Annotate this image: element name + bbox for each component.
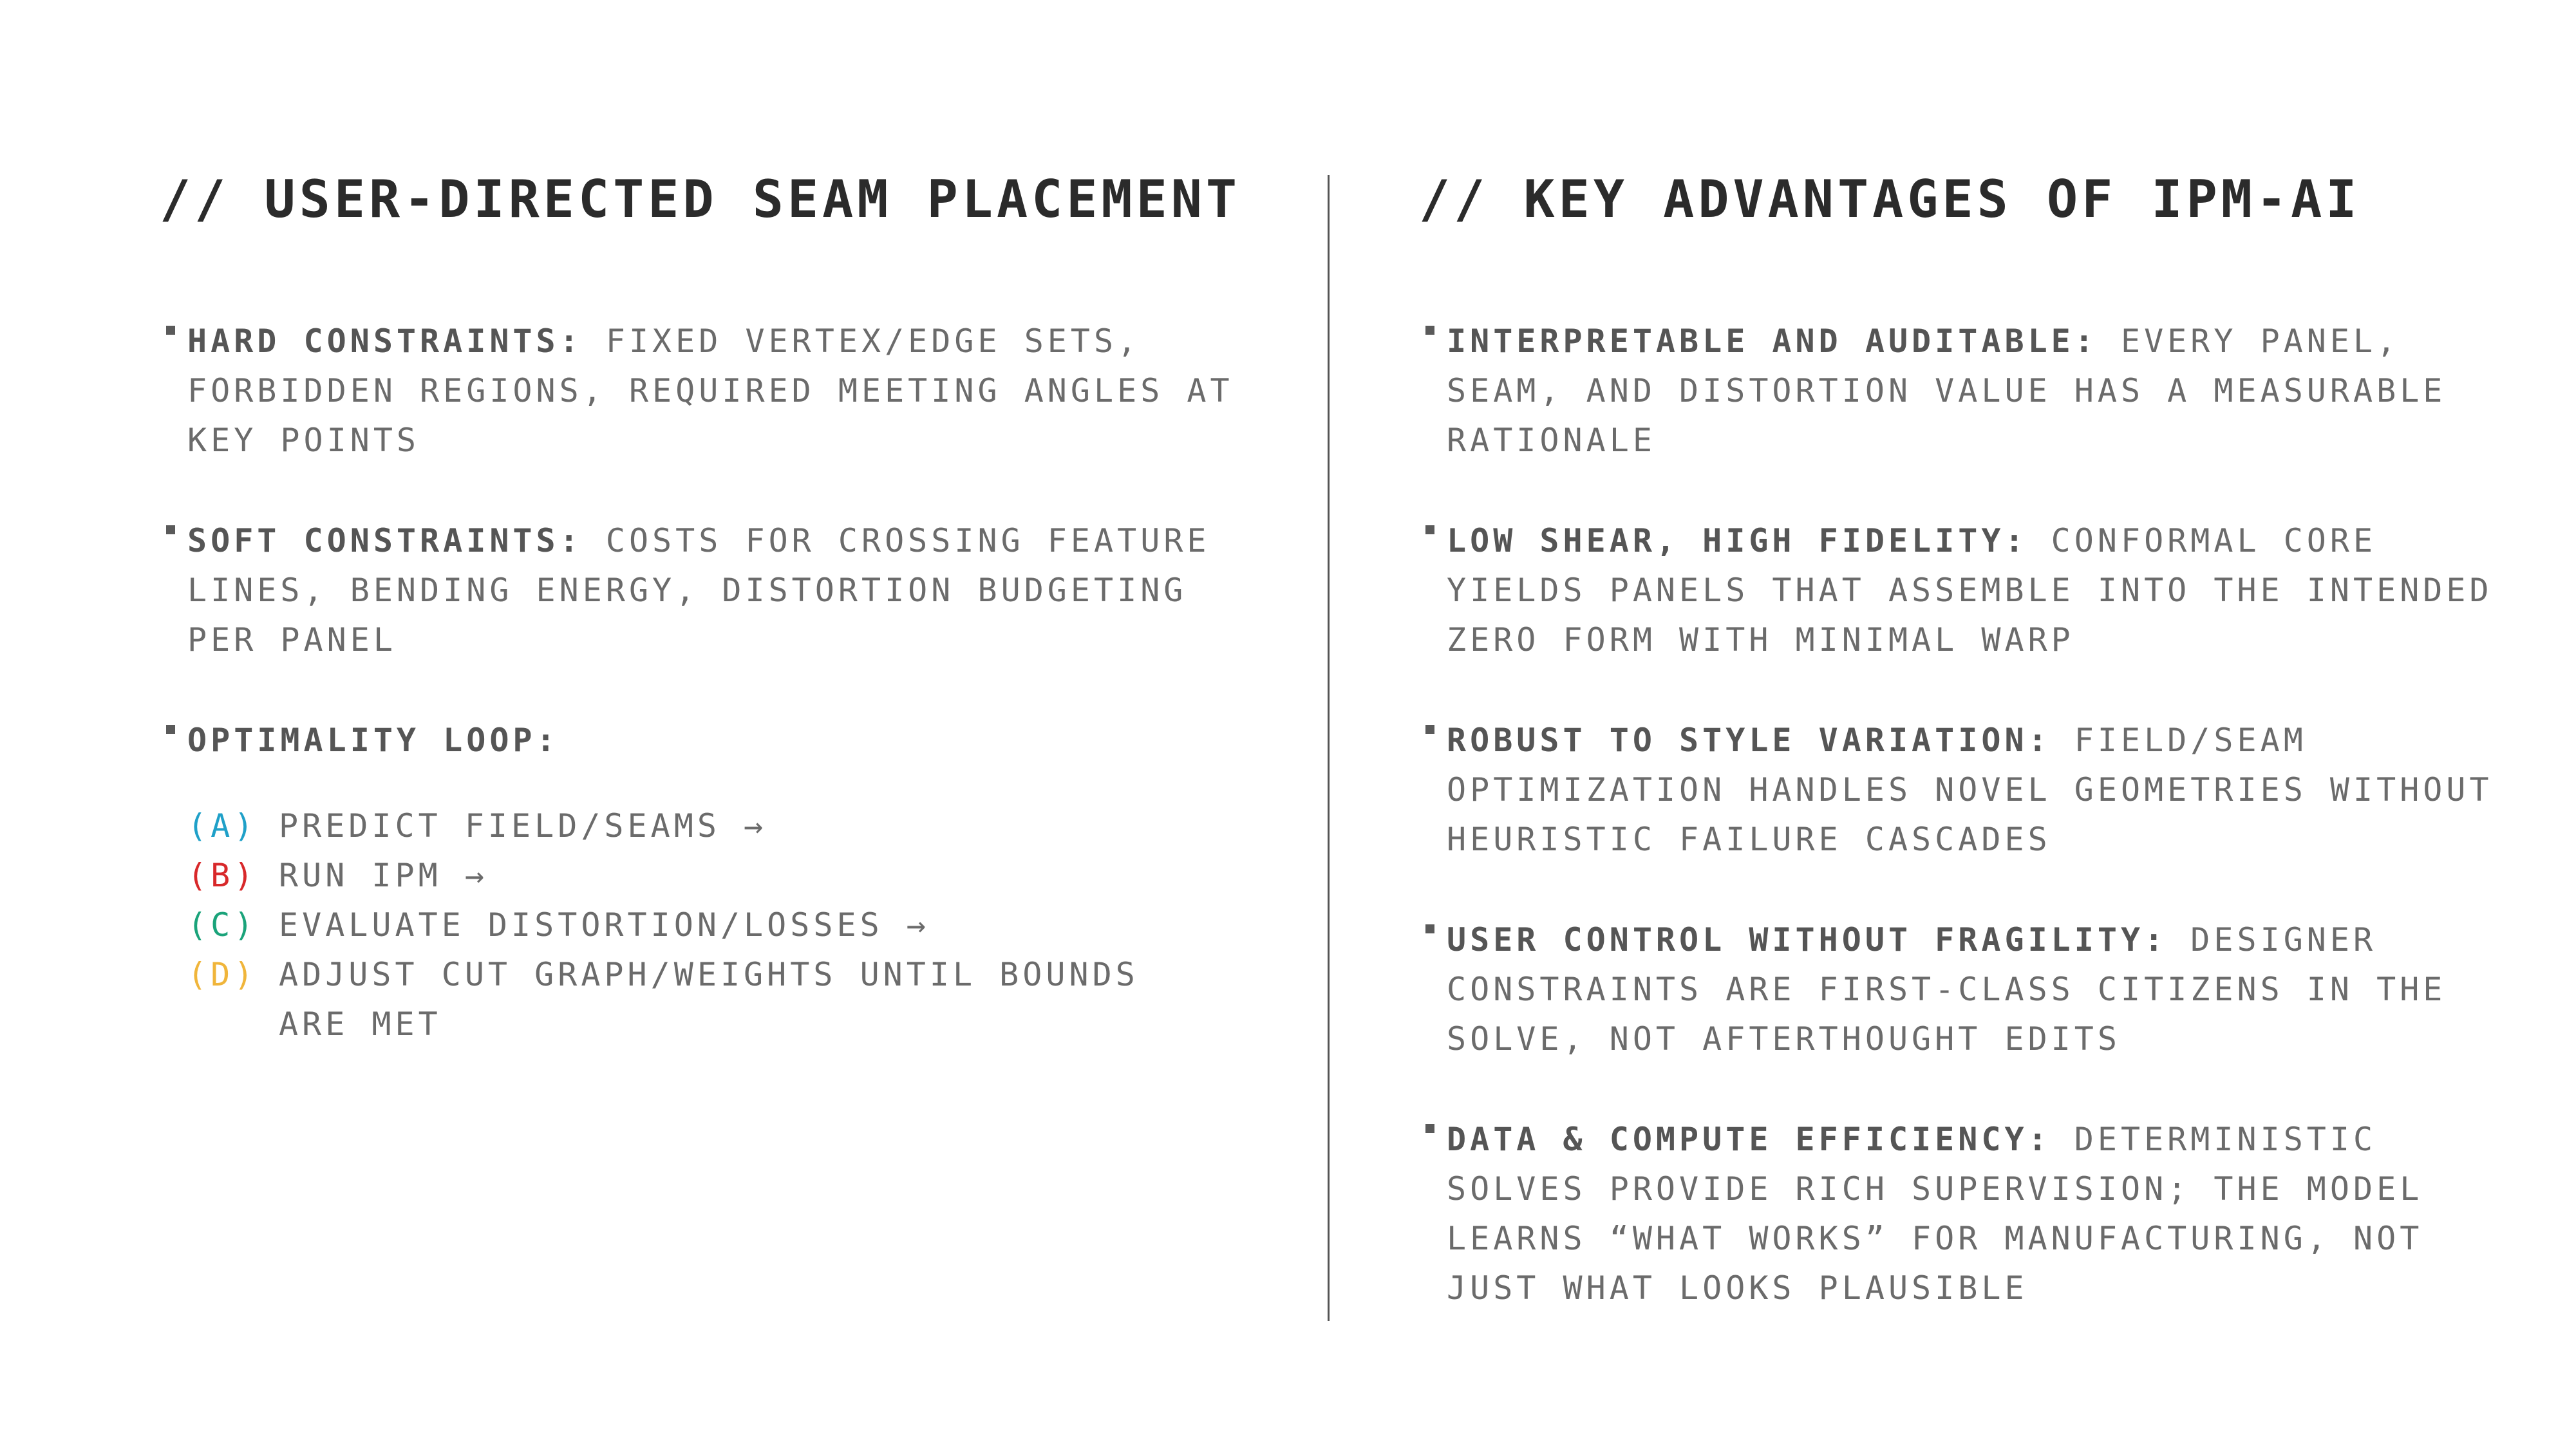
advantages-list [1419,317,2528,1313]
loop-step [187,801,1232,851]
list-item [160,516,1243,665]
item-term: HARD CONSTRAINTS: [187,323,583,360]
step-tag-c: (C) [187,906,258,944]
item-text: DETERMINISTIC SOLVES PROVIDE RICH SUPERVISION; THE MODEL LEARNS “WHAT WORKS” FOR MANUFACTURING, NOT JUST WHAT LOOKS PLAUSIBLE [1447,1121,2423,1307]
bullet-icon [1425,326,1434,335]
item-term: DATA & COMPUTE EFFICIENCY: [1447,1121,2051,1158]
list-item [160,716,1243,1049]
step-tag-a: (A) [187,807,258,845]
item-text: EVERY PANEL, SEAM, AND DISTORTION VALUE HAS A MEASURABLE RATIONALE [1447,323,2447,459]
optimality-loop [187,801,1243,1049]
bullet-icon [166,326,175,335]
item-term: SOFT CONSTRAINTS: [187,522,583,559]
loop-step [187,901,1232,950]
list-item [160,317,1243,465]
item-term: INTERPRETABLE AND AUDITABLE: [1447,323,2098,360]
constraints-list [160,317,1243,1049]
step-text: ADJUST CUT GRAPH/WEIGHTS UNTIL BOUNDS ARE MET [279,956,1139,1043]
left-column [160,161,1267,1043]
item-term: LOW SHEAR, HIGH FIDELITY: [1447,522,2028,559]
bullet-icon [1425,1124,1434,1133]
left-heading: // USER-DIRECTED SEAM PLACEMENT [160,169,1241,229]
item-term: USER CONTROL WITHOUT FRAGILITY: [1447,921,2168,958]
item-text: FIELD/SEAM OPTIMIZATION HANDLES NOVEL GEOMETRIES WITHOUT HEURISTIC FAILURE CASCADES [1447,722,2493,858]
item-text: COSTS FOR CROSSING FEATURE LINES, BENDING ENERGY, DISTORTION BUDGETING PER PANEL [187,522,1210,659]
list-item [1419,716,2528,865]
bullet-icon [166,725,175,734]
step-text: RUN IPM → [279,857,488,894]
step-tag-b: (B) [187,857,258,894]
step-tag-d: (D) [187,956,258,993]
list-item [1419,516,2528,665]
step-text: PREDICT FIELD/SEAMS → [279,807,767,845]
right-column [1419,161,2514,1307]
step-text: EVALUATE DISTORTION/LOSSES → [279,906,930,944]
right-heading: // KEY ADVANTAGES OF IPM-AI [1419,169,2361,229]
item-text: CONFORMAL CORE YIELDS PANELS THAT ASSEMBLE INTO THE INTENDED ZERO FORM WITH MINIMAL WARP [1447,522,2493,659]
bullet-icon [1425,525,1434,534]
bullet-icon [166,525,175,534]
list-item [1419,317,2528,465]
item-text: FIXED VERTEX/EDGE SETS, FORBIDDEN REGIONS, REQUIRED MEETING ANGLES AT KEY POINTS [187,323,1234,459]
bullet-icon [1425,924,1434,933]
item-text: DESIGNER CONSTRAINTS ARE FIRST-CLASS CITIZENS IN THE SOLVE, NOT AFTERTHOUGHT EDITS [1447,921,2447,1058]
item-term: ROBUST TO STYLE VARIATION: [1447,722,2051,759]
column-divider [1328,175,1330,1321]
item-term: OPTIMALITY LOOP: [187,722,559,759]
loop-step [187,851,1232,901]
loop-step [187,950,1232,1049]
bullet-icon [1425,725,1434,734]
list-item [1419,915,2528,1064]
list-item [1419,1115,2528,1313]
